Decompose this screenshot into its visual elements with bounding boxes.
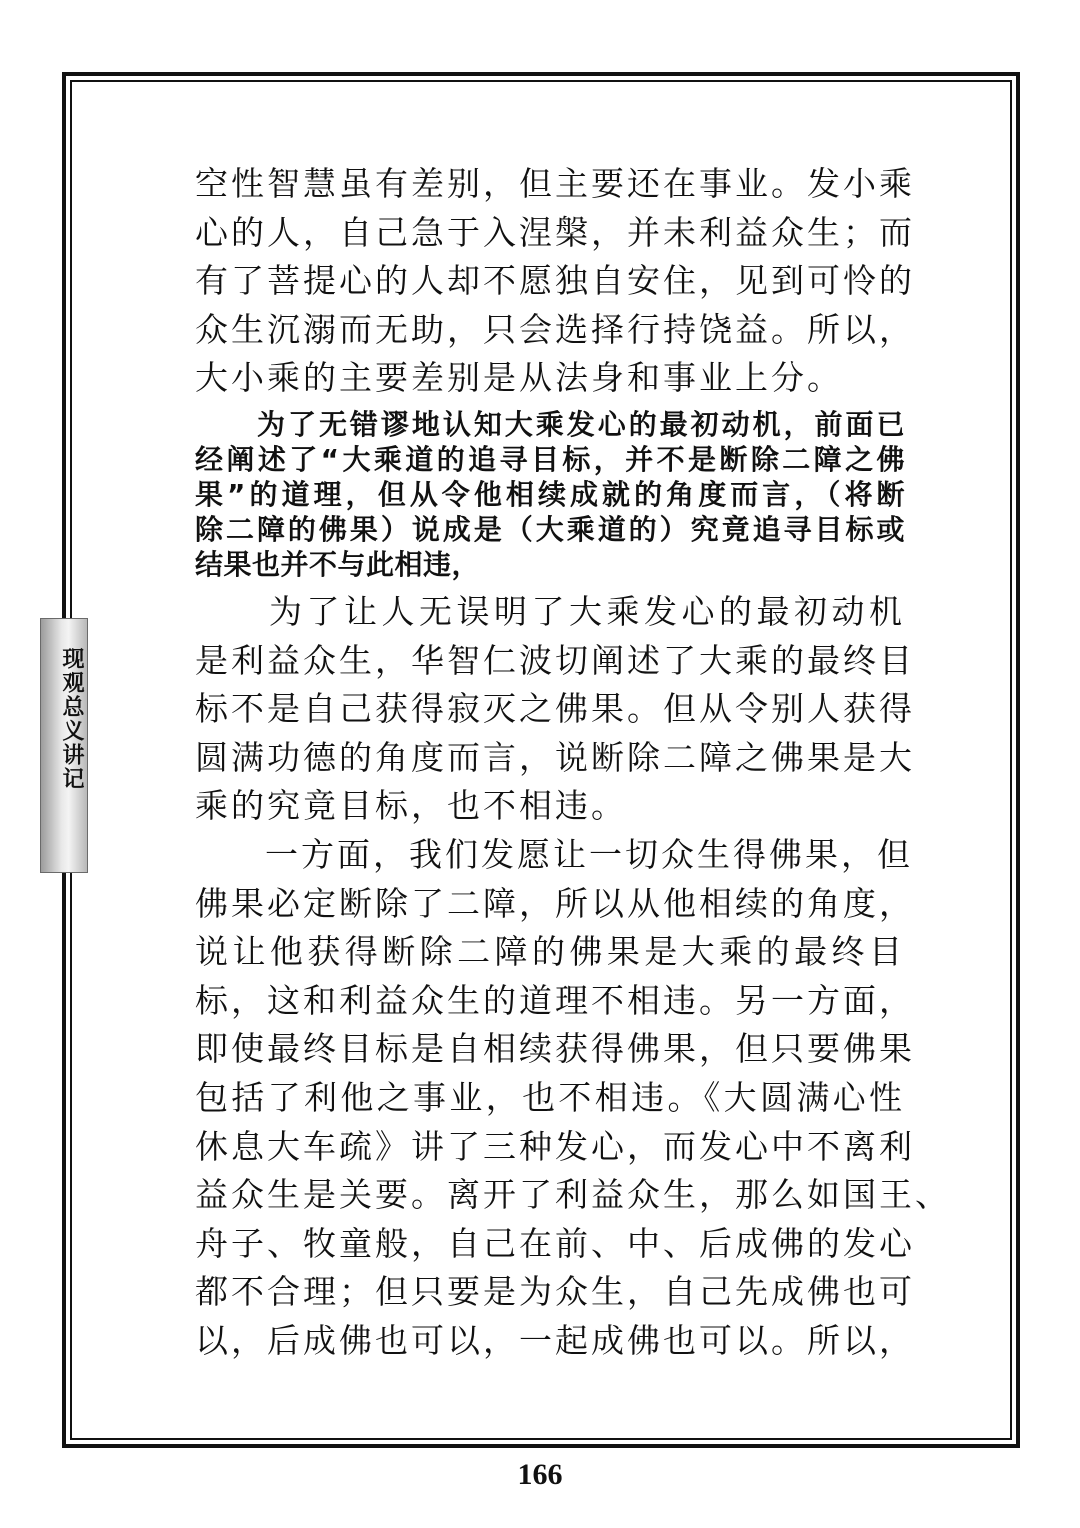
text-line: 圆满功德的角度而言，说断除二障之佛果是大 bbox=[195, 737, 915, 777]
text-line: 益众生是关要。离开了利益众生，那么如国王、 bbox=[195, 1175, 951, 1215]
text-line: 舟子、牧童般，自己在前、中、后成佛的发心 bbox=[195, 1223, 915, 1263]
text-line: 果”的道理，但从令他相续成就的角度而言，（将断 bbox=[195, 477, 905, 511]
text-line: 有了菩提心的人却不愿独自安住，见到可怜的 bbox=[195, 261, 915, 301]
text-line: 为了让人无误明了大乘发心的最初动机 bbox=[269, 591, 905, 631]
text-line: 以，后成佛也可以，一起成佛也可以。所以， bbox=[195, 1320, 915, 1360]
paragraph-3 bbox=[195, 588, 915, 831]
text-line: 休息大车疏》讲了三种发心，而发心中不离利 bbox=[195, 1126, 915, 1166]
text-line: 除二障的佛果）说成是（大乘道的）究竟追寻目标或 bbox=[195, 512, 905, 546]
text-line: 包括了利他之事业，也不相违。《大圆满心性 bbox=[195, 1077, 905, 1117]
text-line: 大小乘的主要差别是从法身和事业上分。 bbox=[195, 358, 843, 398]
side-tab bbox=[40, 618, 88, 873]
text-line: 空性智慧虽有差别，但主要还在事业。发小乘 bbox=[195, 164, 915, 203]
root-text-paragraph bbox=[195, 407, 905, 582]
text-line: 说让他获得断除二障的佛果是大乘的最终目 bbox=[195, 932, 905, 972]
text-line: 标，这和利益众生的道理不相违。另一方面， bbox=[195, 980, 915, 1020]
text-line: 众生沉溺而无助，只会选择行持饶益。所以， bbox=[195, 309, 915, 349]
page-number: 166 bbox=[517, 1458, 563, 1491]
text-line: 乘的究竟目标，也不相违。 bbox=[195, 786, 627, 826]
text-line: 标不是自己获得寂灭之佛果。但从令别人获得 bbox=[195, 689, 915, 729]
text-line: 一方面，我们发愿让一切众生得佛果，但 bbox=[265, 834, 913, 874]
page-content bbox=[195, 160, 951, 1365]
text-line: 即使最终目标是自相续获得佛果，但只要佛果 bbox=[195, 1029, 915, 1069]
text-line: 为了无错谬地认知大乘发心的最初动机，前面已 bbox=[257, 407, 905, 441]
text-line: 结果也并不与此相违， bbox=[195, 547, 481, 581]
text-line: 都不合理；但只要是为众生，自己先成佛也可 bbox=[195, 1272, 915, 1312]
side-tab-title: 现观总义讲记 bbox=[59, 647, 85, 791]
text-line: 佛果必定断除了二障，所以从他相续的角度， bbox=[195, 883, 915, 923]
text-line: 心的人，自己急于入涅槃，并未利益众生；而 bbox=[195, 212, 915, 252]
paragraph-4 bbox=[195, 831, 951, 1366]
text-line: 是利益众生，华智仁波切阐述了大乘的最终目 bbox=[195, 640, 915, 680]
paragraph-1 bbox=[195, 160, 915, 403]
text-line: 经阐述了“大乘道的追寻目标，并不是断除二障之佛 bbox=[195, 442, 905, 476]
